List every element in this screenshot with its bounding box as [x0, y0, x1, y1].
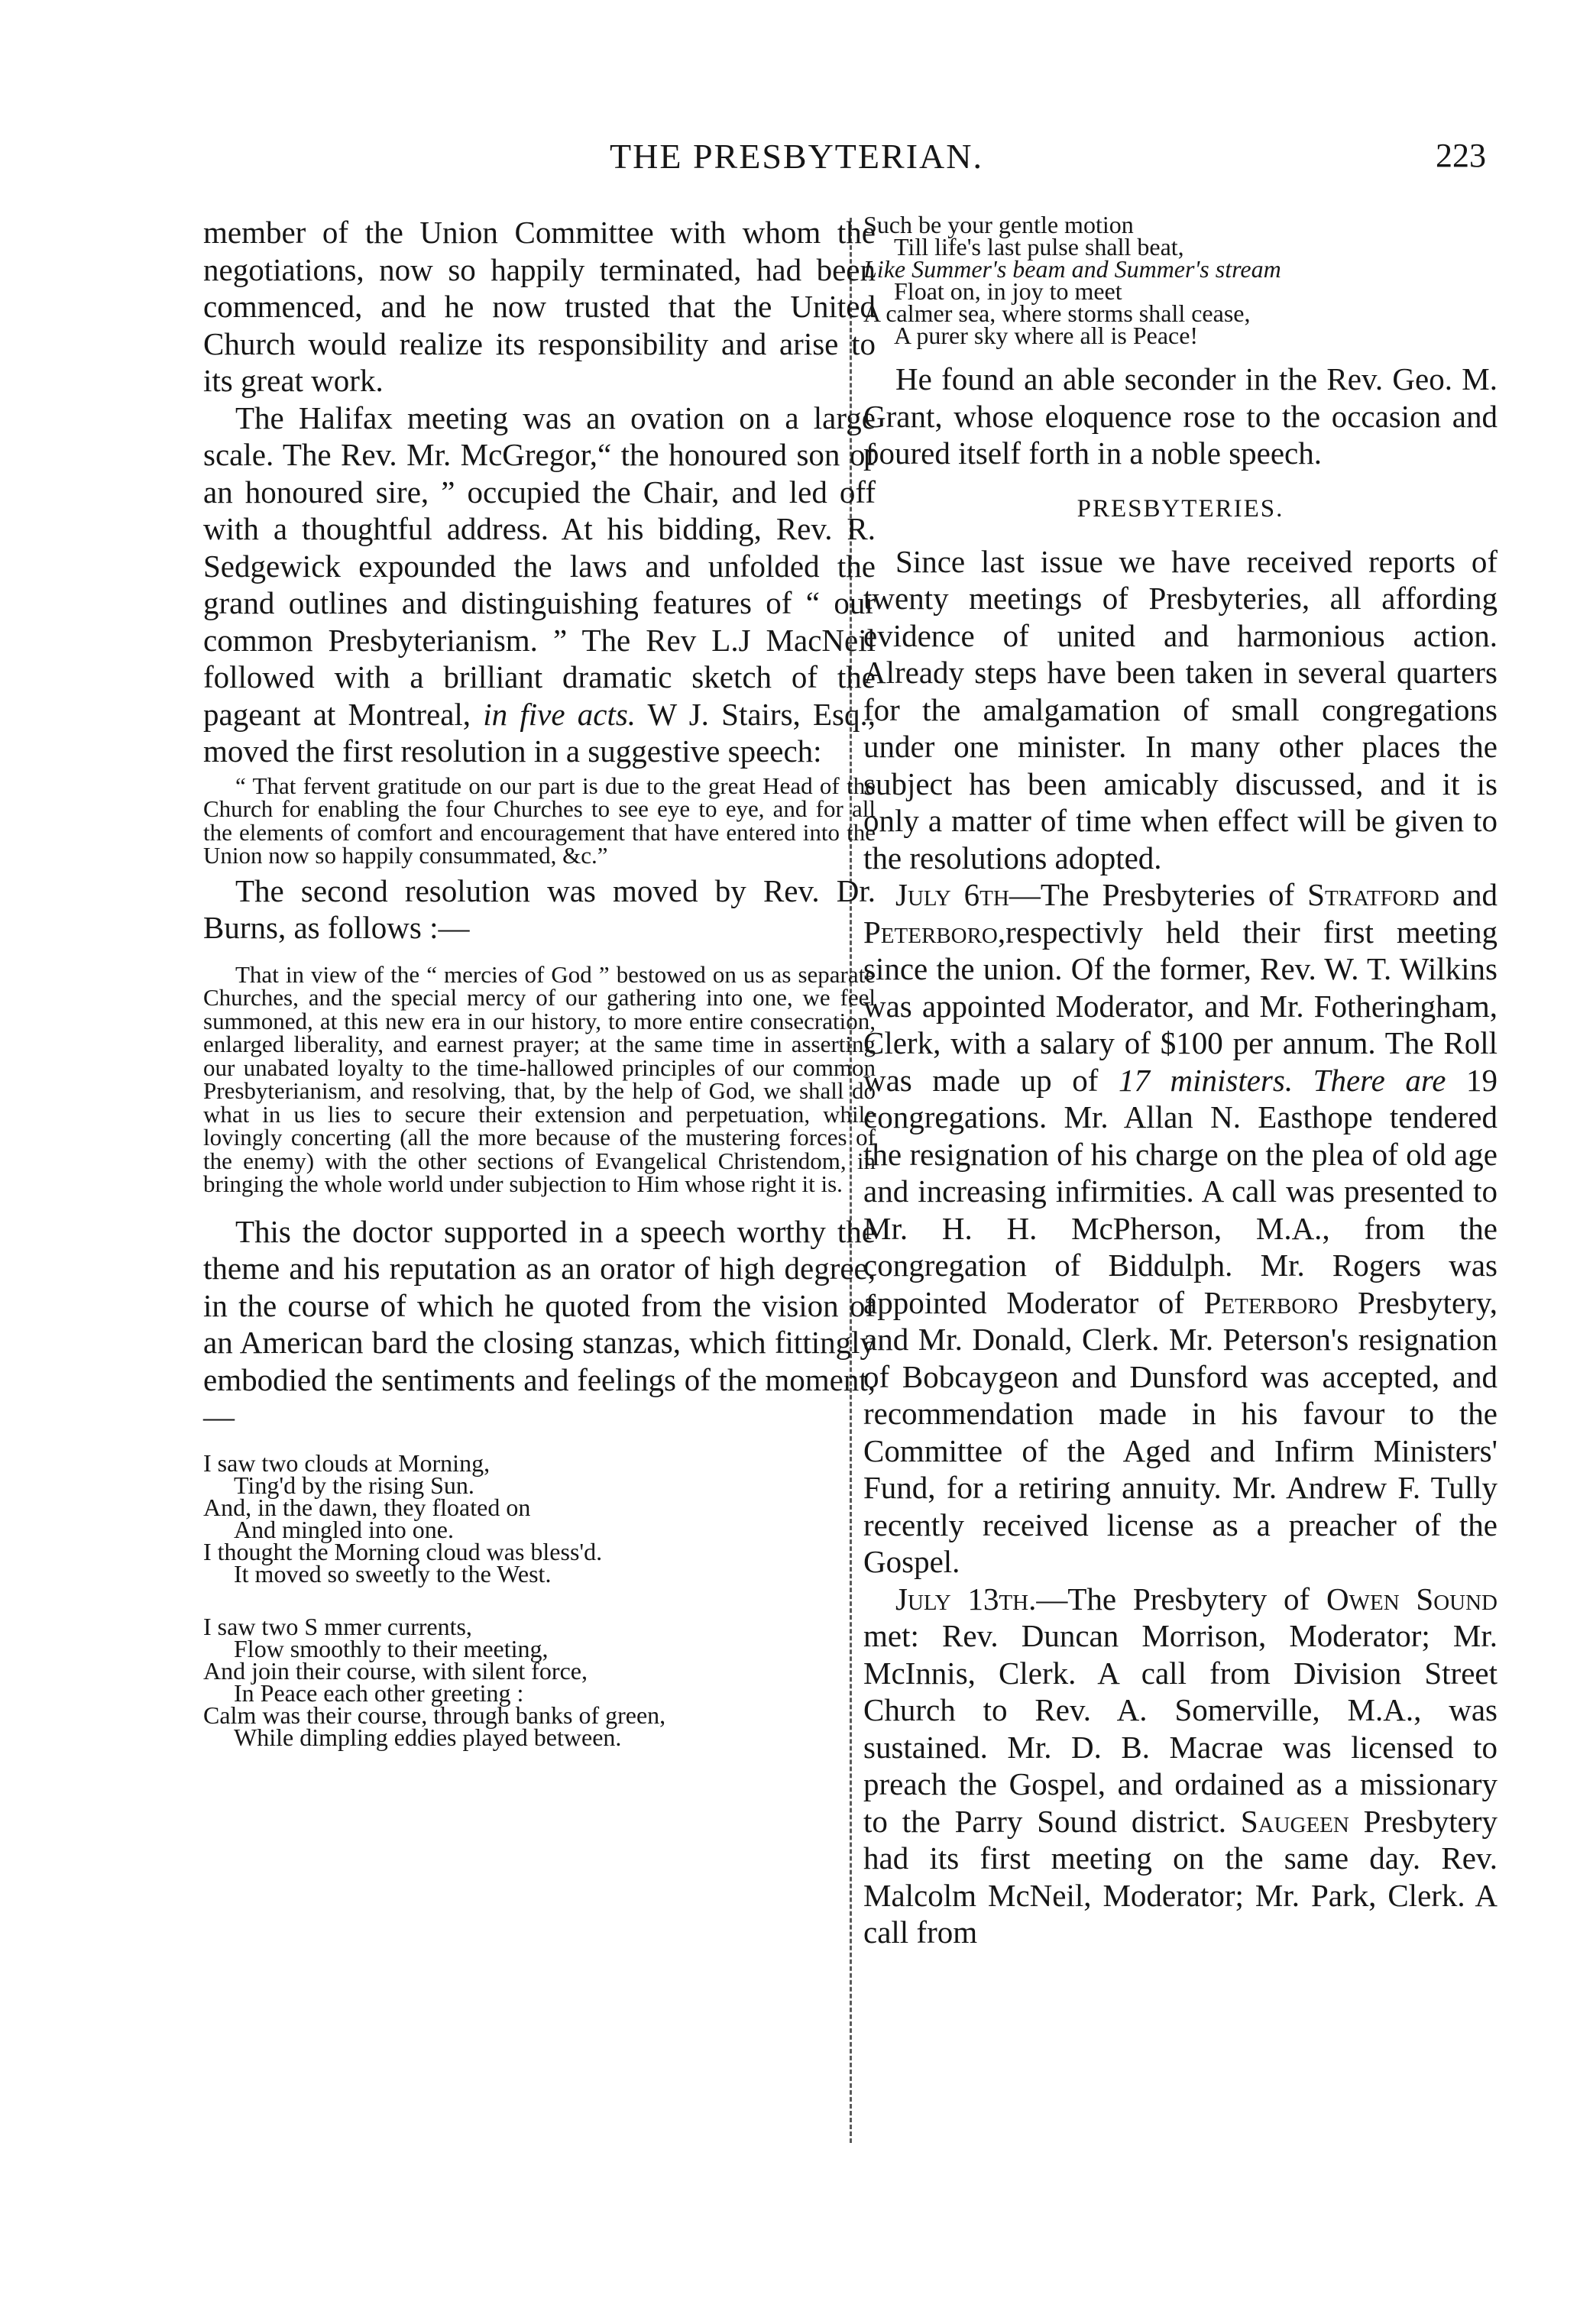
- poem-stanza-currents: [203, 1612, 876, 1751]
- text: met: Rev. Duncan Morrison, Moderator; Mr. McInnis, Clerk. A call from Division Street Church to Rev. A. Somerville, M.A., was sustained. Mr. D. B. Macrae was licensed to preach the Gospel, and ordained as a missionary to the Parry Sound district.: [863, 1618, 1497, 1839]
- place-name: Stratford: [1307, 877, 1439, 912]
- place-name: Owen Sound: [1326, 1581, 1498, 1617]
- page-header: [0, 131, 1593, 185]
- poem-line: Float on, in joy to meet: [894, 277, 1122, 305]
- halifax-text: The Halifax meeting was an ovation on a large scale. The Rev. Mr. McGregor,“ the honoured son of an honoured sire, ” occupied the Chair, and led off with a thoughtful address. At his bidding, Rev. R. Sedgewick expounded the laws and unfolded the grand outlines and distinguishing features of “ our common Presbyterianism. ” The Rev L.J MacNeil followed with a brilliant dramatic sketch of the pageant at Montreal,: [203, 400, 876, 732]
- poem-line: Such be your gentle motion: [863, 211, 1134, 238]
- paragraph-july-6: [863, 876, 1497, 1581]
- text: and: [1452, 877, 1498, 912]
- poem-line: While dimpling eddies played between.: [234, 1723, 622, 1751]
- place-name: Peterboro: [1203, 1284, 1339, 1320]
- section-heading-presbyteries: PRESBYTERIES.: [1077, 494, 1284, 523]
- paragraph-presbyteries-intro: Since last issue we have received reports of twenty meetings of Presbyteries, all affording evidence of united and harmonious action. Already steps have been taken in several quarters for the amalgamation of small congregations under one minister. In many other places the subject has been amicably discussed, and it is only a matter of time when effect will be given to the resolutions adopted.: [863, 543, 1497, 876]
- poem-stanza-clouds: [203, 1448, 876, 1588]
- paragraph-halifax-meeting: [203, 400, 876, 770]
- poem-line: And join their course, with silent force,: [203, 1656, 588, 1685]
- second-resolution-text: That in view of the “ mercies of God ” bestowed on us as separate Churches, and the special mercy of our gathering into one, we feel summoned, at this new era in our history, to more entire consecration, enlarged liberality, and earnest prayer; at the same time in asserting our unabated loyalty to the time-hallowed principles of our common Presbyterianism, and resolving, that, by the help of God, we shall do what in us lies to secure their extension and perpetuation, while lovingly concerting (all the more because of the mustering forces of the enemy) with the other sections of Evangelical Christendom, in bringing the whole world under subjection to Him whose right it is.: [203, 960, 876, 1197]
- text: —The Presbyteries of: [1009, 877, 1295, 912]
- text: Presbytery had its first meeting on the same day. Rev. Malcolm McNeil, Moderator; Mr. Park, Clerk. A call from: [863, 1803, 1498, 1950]
- paragraph-doctor-speech: This the doctor supported in a speech worthy the theme and his reputation as an orator of high degree, in the course of which he quoted from the vision of an American bard the closing stanzas, which fittingly embodied the sentiments and feelings of the moment,—: [203, 1213, 876, 1434]
- date-july-6: July 6th: [895, 877, 1009, 912]
- poem-line: A calmer sea, where storms shall cease,: [863, 299, 1251, 327]
- halifax-tail: W J. Stairs, Esq., moved the first resolution in a suggestive speech:: [203, 696, 876, 769]
- paragraph-second-resolution: The second resolution was moved by Rev. Dr. Burns, as follows :—: [203, 872, 876, 945]
- poem-line: Calm was their course, through banks of green,: [203, 1701, 666, 1729]
- poem-line: In Peace each other greeting :: [234, 1678, 524, 1707]
- paragraph-seconder: He found an able seconder in the Rev. Geo. M. Grant, whose eloquence rose to the occasion and poured itself forth in a noble speech.: [863, 361, 1497, 471]
- running-title: THE PRESBYTERIAN.: [610, 137, 983, 176]
- poem-line: Till life's last pulse shall beat,: [894, 233, 1184, 261]
- poem-line: Like Summer's beam and Summer's stream: [863, 255, 1281, 283]
- poem-line: I saw two S mmer currents,: [203, 1612, 472, 1640]
- halifax-italic: in five acts.: [483, 696, 636, 732]
- poem-line: A purer sky where all is Peace!: [894, 322, 1199, 349]
- poem-line: It moved so sweetly to the West.: [234, 1559, 552, 1588]
- poem-line: And, in the dawn, they floated on: [203, 1493, 531, 1521]
- place-name: Saugeen: [1240, 1803, 1349, 1839]
- poem-line: Flow smoothly to their meeting,: [234, 1634, 549, 1662]
- text: —The Presbytery of: [1036, 1581, 1310, 1617]
- paragraph-union-committee: member of the Union Committee with whom the negotiations, now so happily terminated, had been commenced, and he now trusted that the United Church would realize its responsibility and arise to its great work.: [203, 215, 876, 398]
- stanza-gap: [203, 1585, 876, 1616]
- text: Presbytery, and Mr. Donald, Clerk. Mr. Peterson's resignation of Bobcaygeon and Dunsford was accepted, and recommendation made in his favour to the Committee of the Aged and Infirm Ministers' Fund, for a retiring annuity. Mr. Andrew F. Tully recently received license as a preacher of the Gospel.: [863, 1284, 1497, 1579]
- poem-line: And mingled into one.: [234, 1515, 454, 1543]
- page-number: 223: [1436, 137, 1486, 174]
- poem-stanza-gentle-motion: [863, 211, 1497, 349]
- text: 19 congregations. Mr. Allan N. Easthope tendered the resignation of his charge on the plea of old age and increasing infirmities. A call was presented to Mr. H. H. McPherson, M.A., from the congregation of Biddulph. Mr. Rogers was appointed Moderator of: [863, 1062, 1498, 1320]
- poem-line: Ting'd by the rising Sun.: [234, 1471, 474, 1499]
- place-name: Peterboro: [863, 914, 998, 950]
- poem-line: I thought the Morning cloud was bless'd.: [203, 1537, 603, 1565]
- paragraph-july-13: [863, 1581, 1497, 1951]
- first-resolution-quote: “ That fervent gratitude on our part is due to the great Head of the Church for enabling the four Churches to see eye to eye, and for all the elements of comfort and encouragement that have entered into the Union now so happily consummated, &c.”: [203, 772, 876, 869]
- poem-line: I saw two clouds at Morning,: [203, 1448, 491, 1477]
- right-column: [863, 211, 1498, 1951]
- left-column: [203, 214, 876, 1749]
- text: ,respectivly held their first meeting since the union. Of the former, Rev. W. T. Wilkins was appointed Moderator, and Mr. Fotheringham, Clerk, with a salary of $100 per annum. The Roll was made up of: [863, 914, 1497, 1098]
- italic-text: 17 ministers. There are: [1118, 1062, 1446, 1098]
- date-july-13: July 13th.: [895, 1581, 1037, 1617]
